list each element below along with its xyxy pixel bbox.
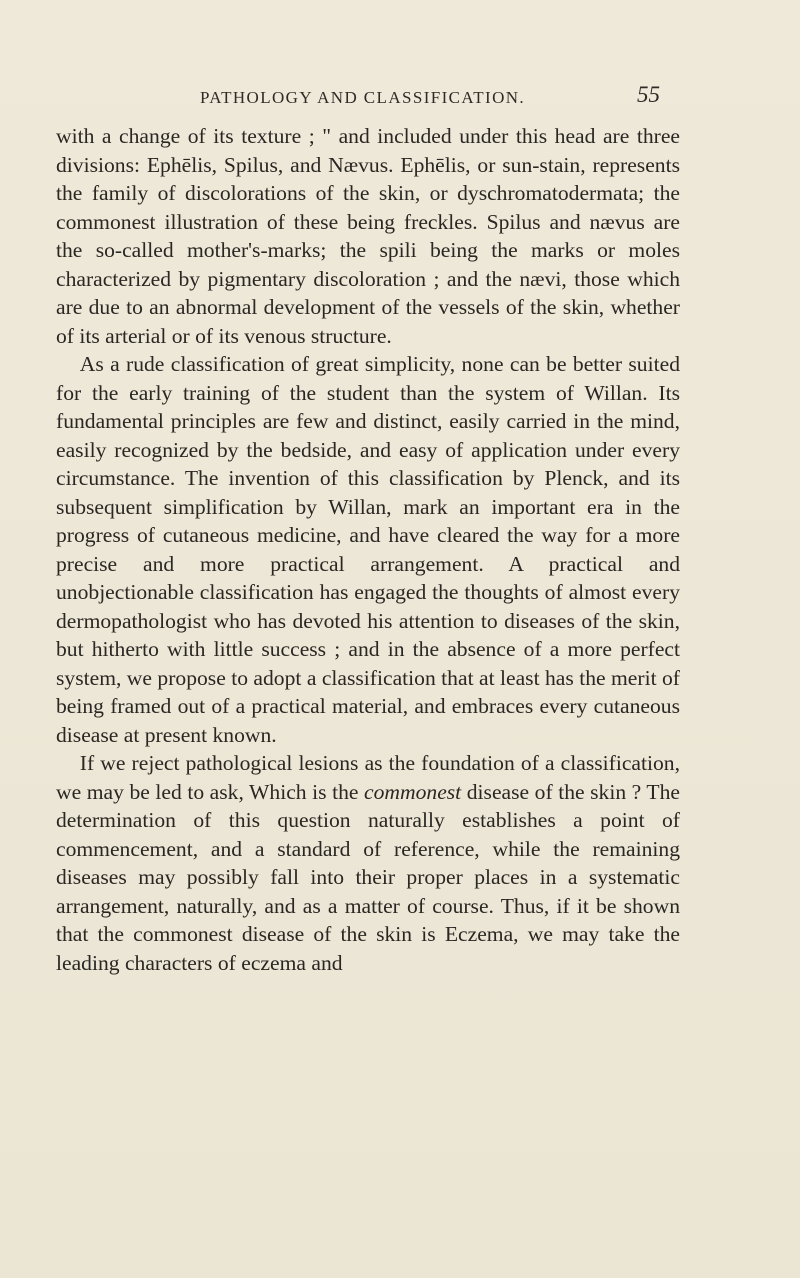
body-text: [56, 122, 680, 977]
page-number: 55: [637, 82, 660, 107]
italic-word: commonest: [364, 779, 462, 804]
paragraph-continuation: with a change of its texture ; " and included under this head are three divisions: Ephēlis, Spilus, and Nævus. Ephēlis, or sun-stain, represents the family of discolorations of the skin, or dyschromatodermata; the commonest illustration of these being freckles. Spilus and nævus are the so-called mother's-marks; the spili being the marks or moles characterized by pigmentary discoloration ; and the nævi, those which are due to an abnormal development of the vessels of the skin, whether of its arterial or of its venous structure.: [56, 124, 680, 348]
running-head: PATHOLOGY AND CLASSIFICATION.: [200, 88, 526, 107]
paragraph-text-after: disease of the skin ? The determination of this question naturally establishes a point of commencement, and a standard of reference, while the remaining diseases may possibly fall into their proper places in a systematic arrangement, naturally, and as a matter of course. Thus, if it be shown that the commonest disease of the skin is Eczema, we may take the leading characters of eczema and: [56, 779, 680, 975]
paragraph-text-before: If we reject pathological lesions as the foundation of a classification, we may be led to ask, Which is the: [56, 751, 680, 804]
paragraph-commonest-disease: [56, 749, 680, 977]
paragraph-willan-system: As a rude classification of great simplicity, none can be better suited for the early training of the student than the system of Willan. Its fundamental principles are few and distinct, easily carried in the mind, easily recognized by the bedside, and easy of application under every circumstance. The invention of this classification by Plenck, and its subsequent simplification by Willan, mark an important era in the progress of cutaneous medicine, and have cleared the way for a more precise and more practical arrangement. A practical and unobjectionable classification has engaged the thoughts of almost every dermopathologist who has devoted his attention to diseases of the skin, but hitherto with little success ; and in the absence of a more perfect system, we propose to adopt a classification that at least has the merit of being framed out of a practical material, and embraces every cutaneous disease at present known.: [56, 352, 680, 747]
page-header: [150, 84, 660, 114]
